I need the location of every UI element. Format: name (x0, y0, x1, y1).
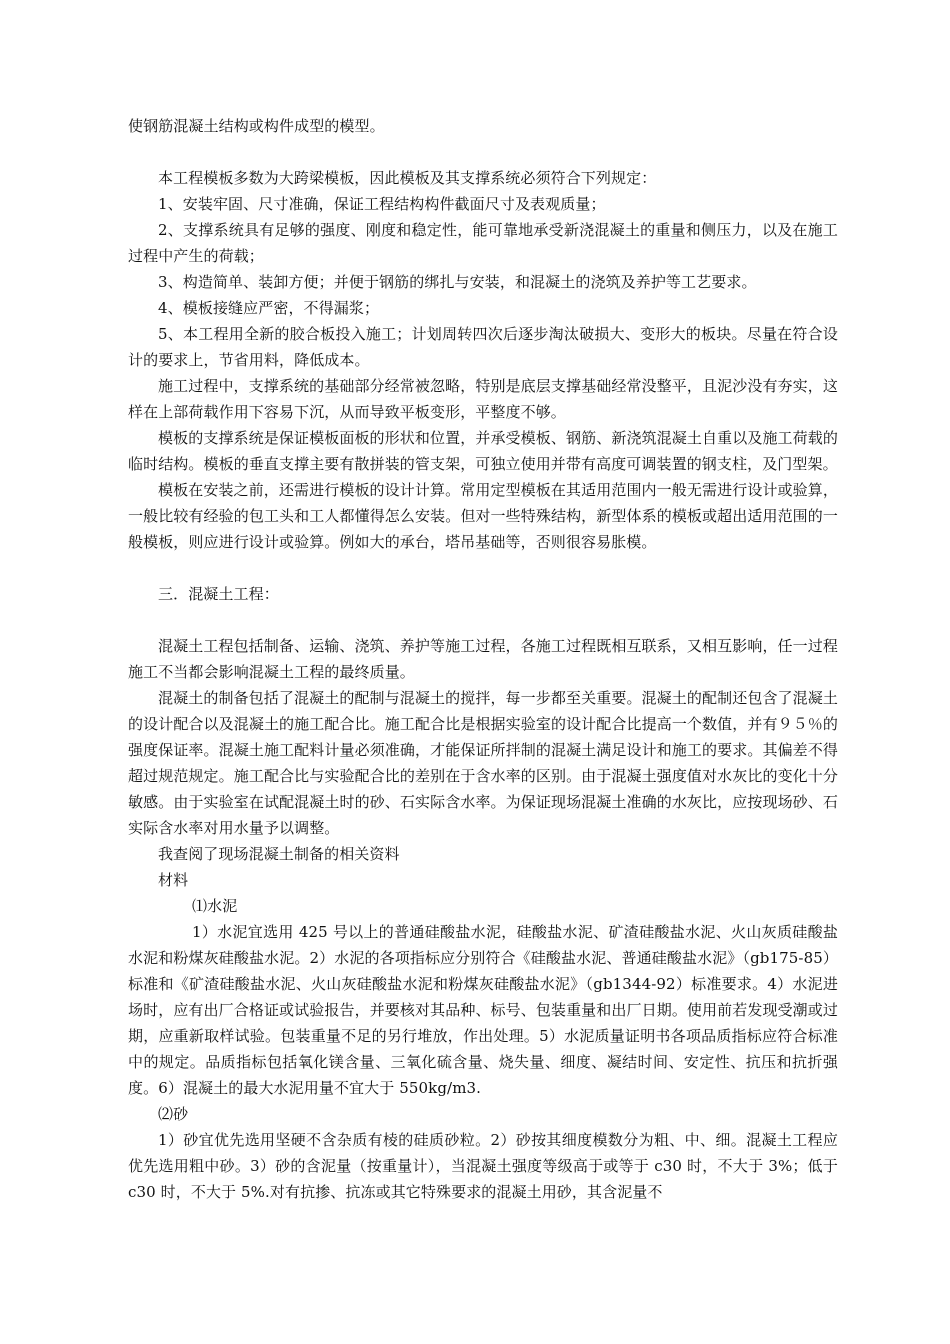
blank-line (128, 139, 838, 165)
document-body (128, 113, 838, 1205)
blank-line (128, 555, 838, 581)
paragraph: 模板在安装之前，还需进行模板的设计计算。常用定型模板在其适用范围内一般无需进行设计或验算，一般比较有经验的包工头和工人都懂得怎么安装。但对一些特殊结构，新型体系的模板或超出适用范围的一般模板，则应进行设计或验算。例如大的承台，塔吊基础等，否则很容易胀模。 (128, 481, 838, 551)
blank-line (128, 607, 838, 633)
subheading: ⑵砂 (158, 1105, 189, 1123)
paragraph: 混凝土工程包括制备、运输、浇筑、养护等施工过程，各施工过程既相互联系，又相互影响，任一过程施工不当都会影响混凝土工程的最终质量。 (128, 637, 838, 681)
paragraph: 1）砂宜优先选用坚硬不含杂质有棱的硅质砂粒。2）砂按其细度模数分为粗、中、细。混凝土工程应优先选用粗中砂。3）砂的含泥量（按重量计），当混凝土强度等级高于或等于 c30 时，不大于 3%；低于 c30 时，不大于 5%.对有抗掺、抗冻或其它特殊要求的混凝土用砂，其含泥量不 (128, 1131, 838, 1201)
subheading: 材料 (158, 871, 189, 889)
list-item: 4、模板接缝应严密，不得漏浆； (158, 299, 380, 317)
list-item: 1、安装牢固、尺寸准确，保证工程结构构件截面尺寸及表观质量； (158, 195, 606, 213)
subheading: ⑴水泥 (192, 897, 238, 915)
paragraph: 混凝土的制备包括了混凝土的配制与混凝土的搅拌，每一步都至关重要。混凝土的配制还包含了混凝土的设计配合以及混凝土的施工配合比。施工配合比是根据实验室的设计配合比提高一个数值，并有９５％的强度保证率。混凝土施工配料计量必须准确，才能保证所拌制的混凝土满足设计和施工的要求。其偏差不得超过规范规定。施工配合比与实验配合比的差别在于含水率的区别。由于混凝土强度值对水灰比的变化十分敏感。由于实验室在试配混凝土时的砂、石实际含水率。为保证现场混凝土准确的水灰比，应按现场砂、石实际含水率对用水量予以调整。 (128, 689, 838, 837)
paragraph: 1）水泥宜选用 425 号以上的普通硅酸盐水泥，硅酸盐水泥、矿渣硅酸盐水泥、火山灰质硅酸盐水泥和粉煤灰硅酸盐水泥。2）水泥的各项指标应分别符合《硅酸盐水泥、普通硅酸盐水泥》（gb175-85）标准和《矿渣硅酸盐水泥、火山灰硅酸盐水泥和粉煤灰硅酸盐水泥》（gb1344-92）标准要求。4）水泥进场时，应有出厂合格证或试验报告，并要核对其品种、标号、包装重量和出厂日期。使用前若发现受潮或过期，应重新取样试验。包装重量不足的另行堆放，作出处理。5）水泥质量证明书各项品质指标应符合标准中的规定。品质指标包括氧化镁含量、三氧化硫含量、烧失量、细度、凝结时间、安定性、抗压和抗折强度。6）混凝土的最大水泥用量不宜大于 550kg/m3. (128, 923, 838, 1097)
list-item: 5、本工程用全新的胶合板投入施工；计划周转四次后逐步淘汰破损大、变形大的板块。尽量在符合设计的要求上，节省用料，降低成本。 (128, 325, 838, 369)
paragraph: 模板的支撑系统是保证模板面板的形状和位置，并承受模板、钢筋、新浇筑混凝土自重以及施工荷载的临时结构。模板的垂直支撑主要有散拼装的管支架，可独立使用并带有高度可调装置的钢支柱，及门型架。 (128, 429, 838, 473)
paragraph: 施工过程中，支撑系统的基础部分经常被忽略，特别是底层支撑基础经常没整平，且泥沙没有夯实，这样在上部荷载作用下容易下沉，从而导致平板变形，平整度不够。 (128, 377, 838, 421)
paragraph: 使钢筋混凝土结构或构件成型的模型。 (128, 117, 385, 135)
paragraph: 我查阅了现场混凝土制备的相关资料 (158, 845, 400, 863)
list-item: 3、构造简单、装卸方便；并便于钢筋的绑扎与安装，和混凝土的浇筑及养护等工艺要求。 (158, 273, 757, 291)
paragraph: 本工程模板多数为大跨梁模板，因此模板及其支撑系统必须符合下列规定： (158, 169, 657, 187)
list-item: 2、支撑系统具有足够的强度、刚度和稳定性，能可靠地承受新浇混凝土的重量和侧压力，以及在施工过程中产生的荷载； (128, 221, 838, 265)
section-heading: 三．混凝土工程： (158, 585, 279, 603)
